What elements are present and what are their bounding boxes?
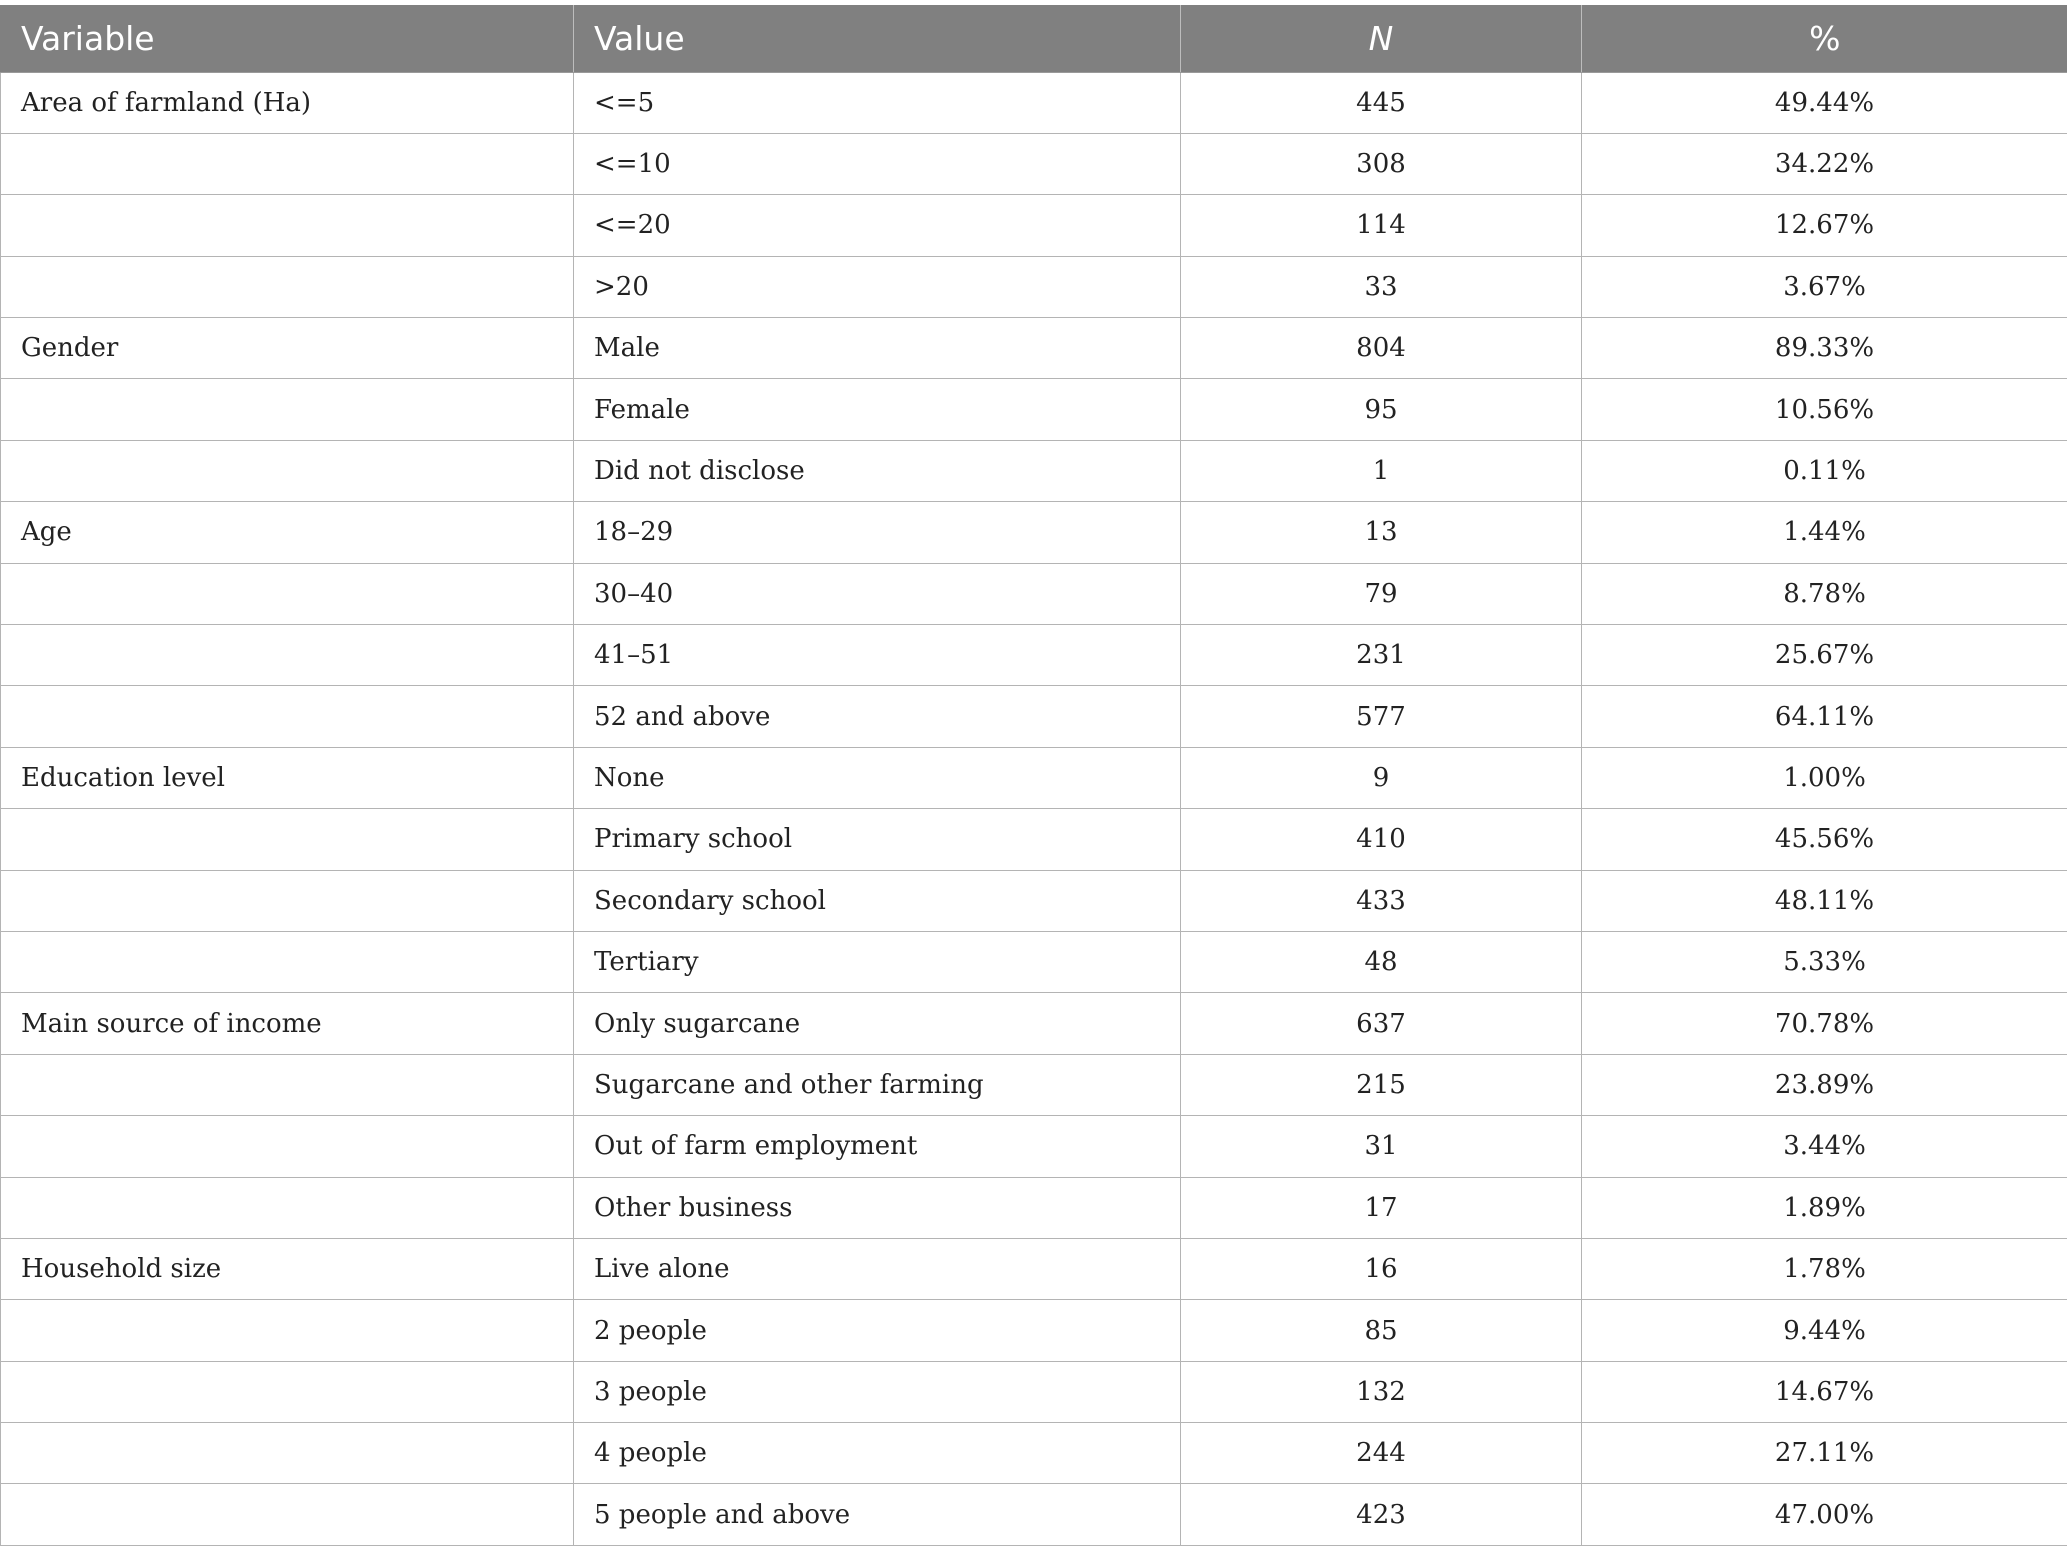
cell-variable [1,1054,574,1115]
table-body [1,72,2067,1545]
table-row [1,256,2067,317]
cell-value: 52 and above [574,686,1181,747]
data-table [0,5,2067,1546]
cell-variable [1,195,574,256]
cell-percent: 27.11% [1582,1423,2067,1484]
cell-variable [1,1361,574,1422]
cell-variable: Area of farmland (Ha) [1,72,574,133]
cell-percent: 14.67% [1582,1361,2067,1422]
table-row [1,1484,2067,1545]
cell-value: Primary school [574,809,1181,870]
cell-variable [1,1116,574,1177]
table-row [1,502,2067,563]
header-value: Value [574,5,1181,72]
header-row [1,5,2067,72]
cell-n: 33 [1181,256,1582,317]
cell-n: 13 [1181,502,1582,563]
cell-variable [1,809,574,870]
cell-value: <=10 [574,133,1181,194]
cell-n: 9 [1181,747,1582,808]
table-row [1,72,2067,133]
cell-value: 18–29 [574,502,1181,563]
cell-value: <=5 [574,72,1181,133]
table-row [1,870,2067,931]
cell-n: 244 [1181,1423,1582,1484]
cell-n: 410 [1181,809,1582,870]
cell-percent: 1.89% [1582,1177,2067,1238]
cell-value: None [574,747,1181,808]
cell-percent: 0.11% [1582,440,2067,501]
cell-variable [1,1484,574,1545]
cell-value: 30–40 [574,563,1181,624]
cell-n: 132 [1181,1361,1582,1422]
cell-percent: 8.78% [1582,563,2067,624]
cell-percent: 10.56% [1582,379,2067,440]
cell-n: 1 [1181,440,1582,501]
cell-value: 5 people and above [574,1484,1181,1545]
cell-variable [1,256,574,317]
cell-percent: 89.33% [1582,318,2067,379]
table-row [1,1423,2067,1484]
cell-percent: 45.56% [1582,809,2067,870]
cell-variable [1,379,574,440]
cell-percent: 48.11% [1582,870,2067,931]
cell-value: Live alone [574,1238,1181,1299]
cell-n: 16 [1181,1238,1582,1299]
table-row [1,440,2067,501]
cell-n: 95 [1181,379,1582,440]
table-header [1,5,2067,72]
header-percent: % [1582,5,2067,72]
table-row [1,1116,2067,1177]
cell-n: 215 [1181,1054,1582,1115]
table-row [1,1177,2067,1238]
table-row [1,931,2067,992]
cell-n: 79 [1181,563,1582,624]
cell-percent: 64.11% [1582,686,2067,747]
cell-n: 423 [1181,1484,1582,1545]
cell-percent: 47.00% [1582,1484,2067,1545]
cell-percent: 25.67% [1582,625,2067,686]
table-row [1,133,2067,194]
cell-variable [1,686,574,747]
cell-percent: 34.22% [1582,133,2067,194]
cell-value: Other business [574,1177,1181,1238]
cell-n: 17 [1181,1177,1582,1238]
cell-value: Did not disclose [574,440,1181,501]
table-row [1,1300,2067,1361]
cell-value: 3 people [574,1361,1181,1422]
cell-percent: 12.67% [1582,195,2067,256]
cell-variable [1,563,574,624]
cell-percent: 1.44% [1582,502,2067,563]
table-row [1,563,2067,624]
cell-variable [1,625,574,686]
cell-percent: 9.44% [1582,1300,2067,1361]
cell-value: Sugarcane and other farming [574,1054,1181,1115]
table-row [1,1238,2067,1299]
cell-n: 231 [1181,625,1582,686]
cell-n: 804 [1181,318,1582,379]
table-row [1,993,2067,1054]
cell-n: 445 [1181,72,1582,133]
cell-value: 4 people [574,1423,1181,1484]
cell-value: Tertiary [574,931,1181,992]
table-row [1,625,2067,686]
cell-variable [1,1177,574,1238]
table-row [1,686,2067,747]
cell-variable [1,931,574,992]
header-n: N [1181,5,1582,72]
cell-n: 433 [1181,870,1582,931]
cell-variable [1,133,574,194]
cell-percent: 1.78% [1582,1238,2067,1299]
cell-variable [1,440,574,501]
cell-variable: Age [1,502,574,563]
table-row [1,747,2067,808]
cell-percent: 3.67% [1582,256,2067,317]
cell-value: 41–51 [574,625,1181,686]
cell-variable: Main source of income [1,993,574,1054]
cell-value: >20 [574,256,1181,317]
table-row [1,379,2067,440]
cell-n: 48 [1181,931,1582,992]
cell-percent: 23.89% [1582,1054,2067,1115]
cell-percent: 1.00% [1582,747,2067,808]
cell-variable [1,1300,574,1361]
cell-value: Secondary school [574,870,1181,931]
cell-value: Only sugarcane [574,993,1181,1054]
table-row [1,809,2067,870]
cell-value: 2 people [574,1300,1181,1361]
cell-percent: 49.44% [1582,72,2067,133]
cell-variable [1,870,574,931]
header-variable: Variable [1,5,574,72]
cell-n: 31 [1181,1116,1582,1177]
cell-percent: 70.78% [1582,993,2067,1054]
cell-value: Male [574,318,1181,379]
data-table-container [0,5,2067,1546]
cell-variable: Gender [1,318,574,379]
cell-variable [1,1423,574,1484]
cell-n: 577 [1181,686,1582,747]
cell-n: 637 [1181,993,1582,1054]
table-row [1,1361,2067,1422]
cell-variable: Household size [1,1238,574,1299]
cell-value: <=20 [574,195,1181,256]
cell-percent: 3.44% [1582,1116,2067,1177]
cell-n: 308 [1181,133,1582,194]
cell-value: Female [574,379,1181,440]
cell-value: Out of farm employment [574,1116,1181,1177]
table-row [1,318,2067,379]
table-row [1,1054,2067,1115]
cell-variable: Education level [1,747,574,808]
cell-n: 114 [1181,195,1582,256]
cell-percent: 5.33% [1582,931,2067,992]
cell-n: 85 [1181,1300,1582,1361]
table-row [1,195,2067,256]
